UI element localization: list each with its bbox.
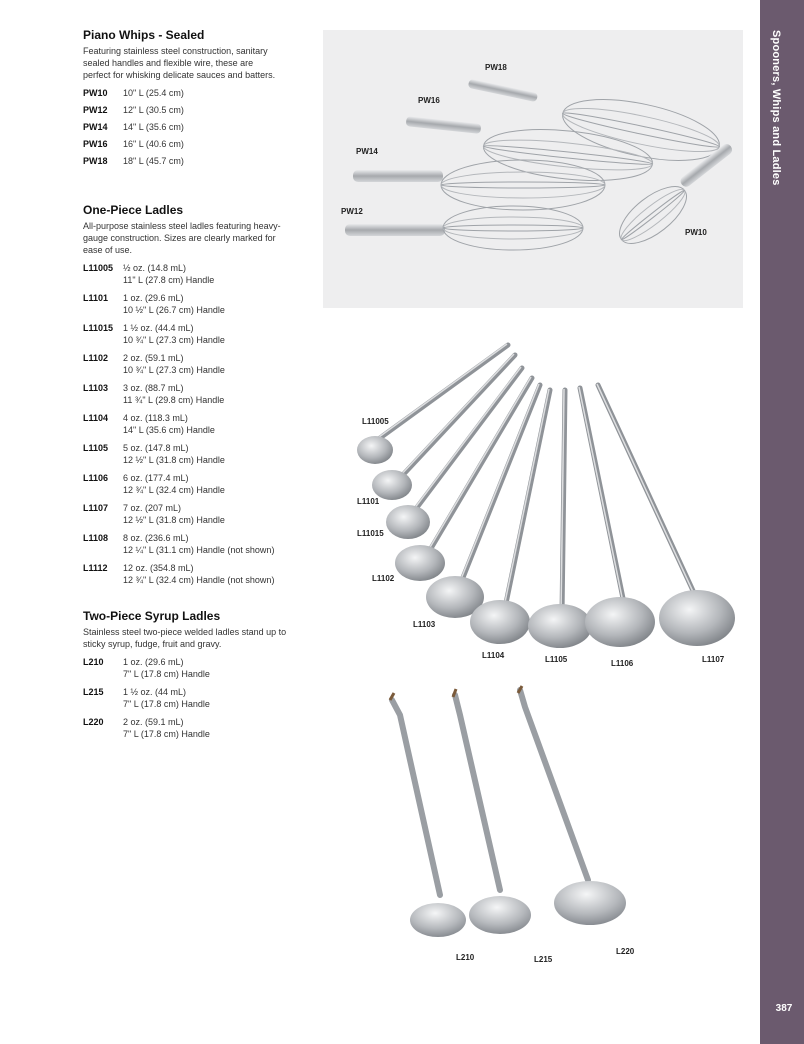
list-item <box>83 322 313 346</box>
product-handle: 11 ¾" L (29.8 cm) Handle <box>123 395 225 405</box>
label-l220: L220 <box>616 947 635 956</box>
product-capacity: 8 oz. (236.6 mL) <box>123 533 189 543</box>
product-handle: 12 ¾" L (32.4 cm) Handle <box>123 485 225 495</box>
label-pw16: PW16 <box>418 96 440 105</box>
product-code: L1108 <box>83 533 109 543</box>
product-handle: 12 ½" L (31.8 cm) Handle <box>123 515 225 525</box>
one-piece-ladles-title: One-Piece Ladles <box>83 203 184 217</box>
two-piece-ladles-section <box>83 609 313 746</box>
label-l1104: L1104 <box>482 651 505 660</box>
product-code: PW16 <box>83 139 108 149</box>
product-code: L1102 <box>83 353 109 363</box>
list-item <box>83 502 313 526</box>
product-size: 18" L (45.7 cm) <box>123 156 184 166</box>
label-pw18: PW18 <box>485 63 507 72</box>
list-item <box>83 442 313 466</box>
list-item <box>83 292 313 316</box>
ladle-bowl <box>528 604 592 648</box>
product-capacity: 3 oz. (88.7 mL) <box>123 383 184 393</box>
list-item <box>83 87 313 99</box>
product-capacity: 12 oz. (354.8 mL) <box>123 563 194 573</box>
label-pw12: PW12 <box>341 207 363 216</box>
list-item <box>83 562 313 586</box>
syrup-ladle-bowl <box>554 881 626 925</box>
label-l1102: L1102 <box>372 574 395 583</box>
ladle-bowl <box>470 600 530 644</box>
piano-whips-title: Piano Whips - Sealed <box>83 28 205 42</box>
sidebar-title: Spooners, Whips and Ladles <box>770 30 782 186</box>
whips-photo <box>323 30 743 308</box>
one-piece-ladles-description: All-purpose stainless steel ladles featuring heavy-gauge construction. Sizes are clearly marked for ease of use. <box>83 221 281 255</box>
ladle-bowl <box>357 436 393 464</box>
ladle-bowl <box>585 597 655 647</box>
label-l1105: L1105 <box>545 655 568 664</box>
product-capacity: 2 oz. (59.1 mL) <box>123 353 184 363</box>
product-code: L220 <box>83 717 104 727</box>
label-l1106: L1106 <box>611 659 634 668</box>
label-l1107: L1107 <box>702 655 725 664</box>
page-number: 387 <box>775 1003 793 1014</box>
syrup-ladles-photo <box>370 685 670 975</box>
product-code: PW18 <box>83 156 108 166</box>
label-l215: L215 <box>534 955 553 964</box>
product-size: 16" L (40.6 cm) <box>123 139 184 149</box>
one-piece-ladles-section <box>83 203 313 592</box>
list-item <box>83 138 313 150</box>
product-code: L1106 <box>83 473 109 483</box>
list-item <box>83 532 313 556</box>
ladle-bowl <box>372 470 412 500</box>
product-code: L11005 <box>83 263 114 273</box>
product-code: L1104 <box>83 413 109 423</box>
product-capacity: 1 ½ oz. (44.4 mL) <box>123 323 194 333</box>
product-capacity: 1 ½ oz. (44 mL) <box>123 687 187 697</box>
whips-illustration <box>323 30 743 308</box>
product-code: L215 <box>83 687 104 697</box>
product-handle: 10 ¾" L (27.3 cm) Handle <box>123 335 225 345</box>
piano-whips-description: Featuring stainless steel construction, sanitary sealed handles and flexible wire, these are perfect for whisking delicate sauces and batters. <box>83 46 276 80</box>
product-handle: 7" L (17.8 cm) Handle <box>123 729 210 739</box>
label-pw10: PW10 <box>685 228 707 237</box>
product-handle: 10 ¾" L (27.3 cm) Handle <box>123 365 225 375</box>
product-size: 10" L (25.4 cm) <box>123 88 184 98</box>
product-handle: 12 ¾" L (32.4 cm) Handle (not shown) <box>123 575 275 585</box>
product-capacity: 1 oz. (29.6 mL) <box>123 657 184 667</box>
product-code: L1112 <box>83 563 108 573</box>
product-size: 14" L (35.6 cm) <box>123 122 184 132</box>
syrup-ladles-illustration <box>370 685 670 975</box>
piano-whips-section <box>83 28 313 172</box>
product-code: PW14 <box>83 122 108 132</box>
two-piece-ladles-description: Stainless steel two-piece welded ladles stand up to sticky syrup, fudge, fruit and gravy. <box>83 627 287 649</box>
product-handle: 11" L (27.8 cm) Handle <box>123 275 215 285</box>
product-capacity: 7 oz. (207 mL) <box>123 503 182 513</box>
ladle-bowl <box>395 545 445 581</box>
list-item <box>83 104 313 116</box>
label-l11005: L11005 <box>362 417 389 426</box>
list-item <box>83 262 313 286</box>
whip-pw12 <box>345 206 583 250</box>
product-handle: 14" L (35.6 cm) Handle <box>123 425 215 435</box>
product-size: 12" L (30.5 cm) <box>123 105 184 115</box>
syrup-ladle-bowl <box>469 896 531 934</box>
two-piece-ladles-title: Two-Piece Syrup Ladles <box>83 609 221 623</box>
list-item <box>83 155 313 167</box>
list-item <box>83 121 313 133</box>
product-handle: 7" L (17.8 cm) Handle <box>123 699 210 709</box>
whip-pw16 <box>406 116 655 188</box>
product-code: L11015 <box>83 323 114 333</box>
product-code: PW12 <box>83 105 108 115</box>
ladles-illustration <box>340 330 750 675</box>
syrup-ladle-bowl <box>410 903 466 937</box>
whip-pw14 <box>353 160 605 210</box>
list-item <box>83 656 313 680</box>
product-code: L1107 <box>83 503 109 513</box>
label-l11015: L11015 <box>357 529 384 538</box>
product-handle: 10 ½" L (26.7 cm) Handle <box>123 305 225 315</box>
product-code: L1105 <box>83 443 109 453</box>
product-code: L210 <box>83 657 104 667</box>
product-capacity: 2 oz. (59.1 mL) <box>123 717 184 727</box>
product-handle: 12 ½" L (31.8 cm) Handle <box>123 455 225 465</box>
list-item <box>83 716 313 740</box>
product-code: L1101 <box>83 293 109 303</box>
ladle-bowl <box>386 505 430 539</box>
product-code: PW10 <box>83 88 108 98</box>
list-item <box>83 412 313 436</box>
list-item <box>83 352 313 376</box>
product-capacity: 4 oz. (118.3 mL) <box>123 413 188 423</box>
list-item <box>83 472 313 496</box>
label-l210: L210 <box>456 953 475 962</box>
label-l1103: L1103 <box>413 620 436 629</box>
label-pw14: PW14 <box>356 147 378 156</box>
product-handle: 7" L (17.8 cm) Handle <box>123 669 210 679</box>
section-sidebar <box>760 0 804 1044</box>
label-l1101: L1101 <box>357 497 380 506</box>
whip-pw18 <box>468 79 725 172</box>
list-item <box>83 686 313 710</box>
product-capacity: 1 oz. (29.6 mL) <box>123 293 184 303</box>
product-capacity: ½ oz. (14.8 mL) <box>123 263 187 273</box>
product-capacity: 6 oz. (177.4 mL) <box>123 473 189 483</box>
ladle-bowl <box>659 590 735 646</box>
ladles-photo <box>340 330 750 675</box>
product-handle: 12 ¼" L (31.1 cm) Handle (not shown) <box>123 545 275 555</box>
product-code: L1103 <box>83 383 109 393</box>
list-item <box>83 382 313 406</box>
product-capacity: 5 oz. (147.8 mL) <box>123 443 189 453</box>
